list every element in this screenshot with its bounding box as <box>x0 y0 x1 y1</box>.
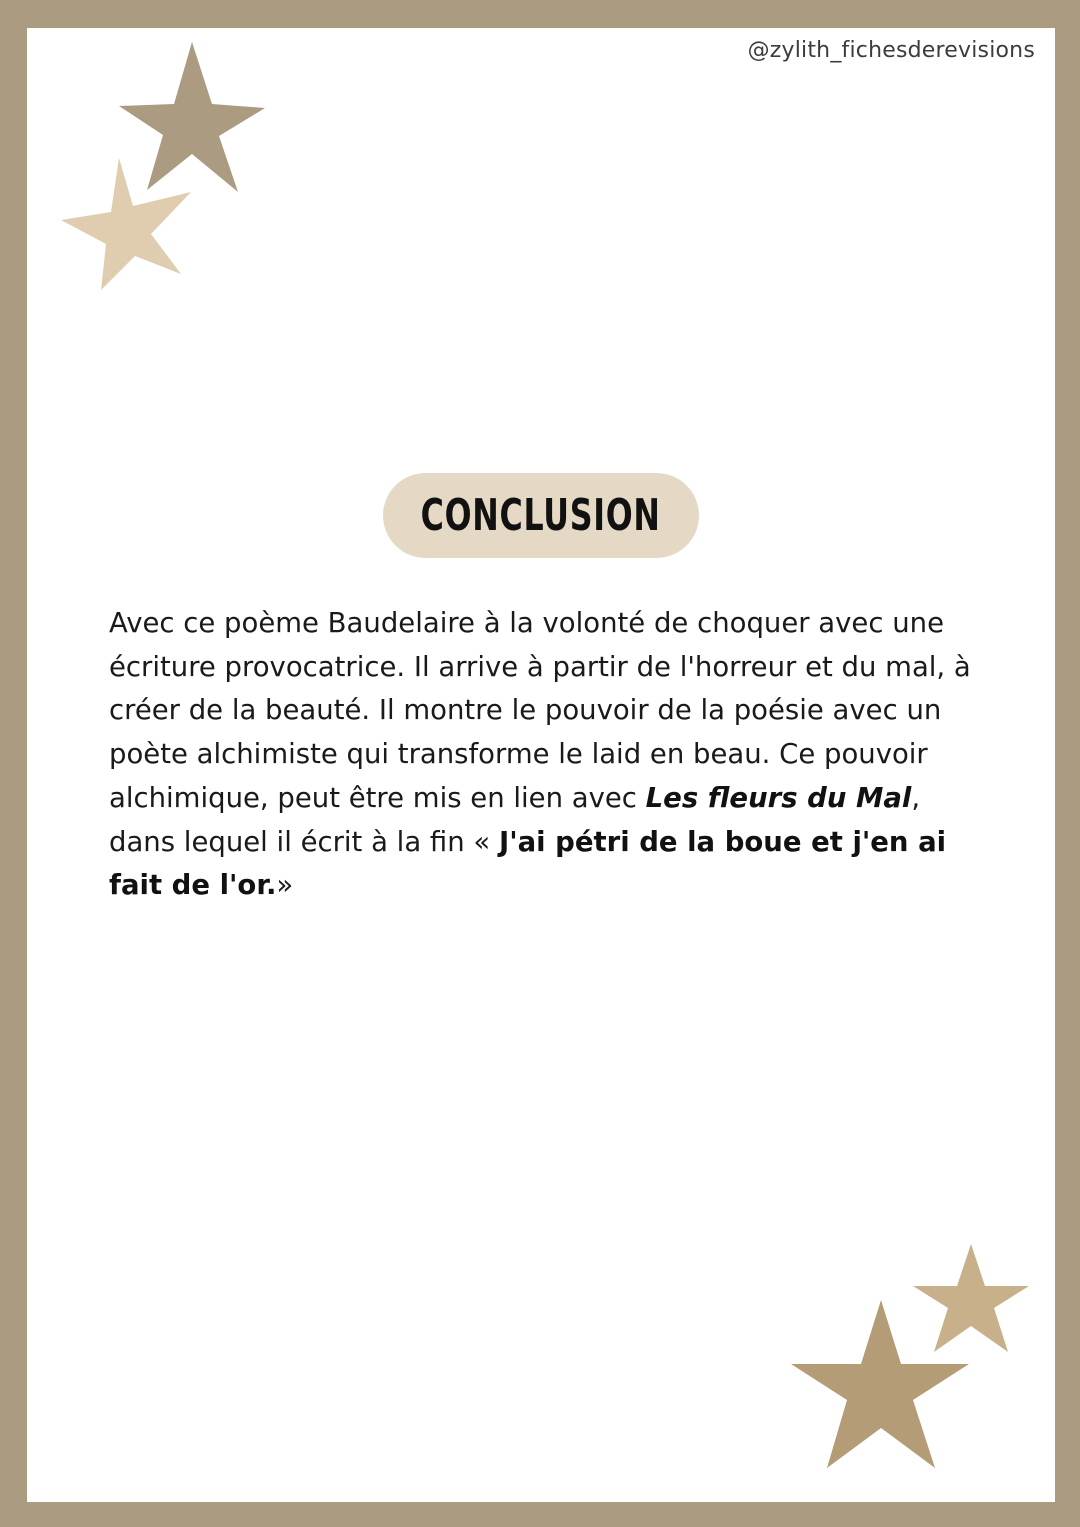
star-icon <box>787 1296 977 1476</box>
page-title: CONCLUSION <box>421 490 661 541</box>
conclusion-text-end: » <box>276 869 294 902</box>
author-handle: @zylith_fichesderevisions <box>747 38 1035 63</box>
conclusion-text-middle: , dans lequel il écrit à la fin « <box>109 781 921 858</box>
conclusion-text: Avec ce poème Baudelaire à la volonté de choquer avec une écriture provocatrice. Il arrive à partir de l'horreur et du mal, à créer de la beauté. Il montre le pouvoir de la poésie avec un poète alchimiste qui transforme le laid en beau. Ce pouvoir alchimique, peut être mis en lien avec <box>109 607 971 814</box>
star-bottom-large-shape <box>791 1300 969 1468</box>
star-top-small-shape <box>61 158 191 290</box>
title-badge <box>383 473 699 558</box>
page <box>27 28 1055 1502</box>
conclusion-paragraph <box>109 602 989 908</box>
baudelaire-quote: J'ai pétri de la boue et j'en ai fait de l'or. <box>109 825 947 902</box>
star-icon <box>57 156 197 296</box>
work-title: Les fleurs du Mal <box>645 781 912 814</box>
